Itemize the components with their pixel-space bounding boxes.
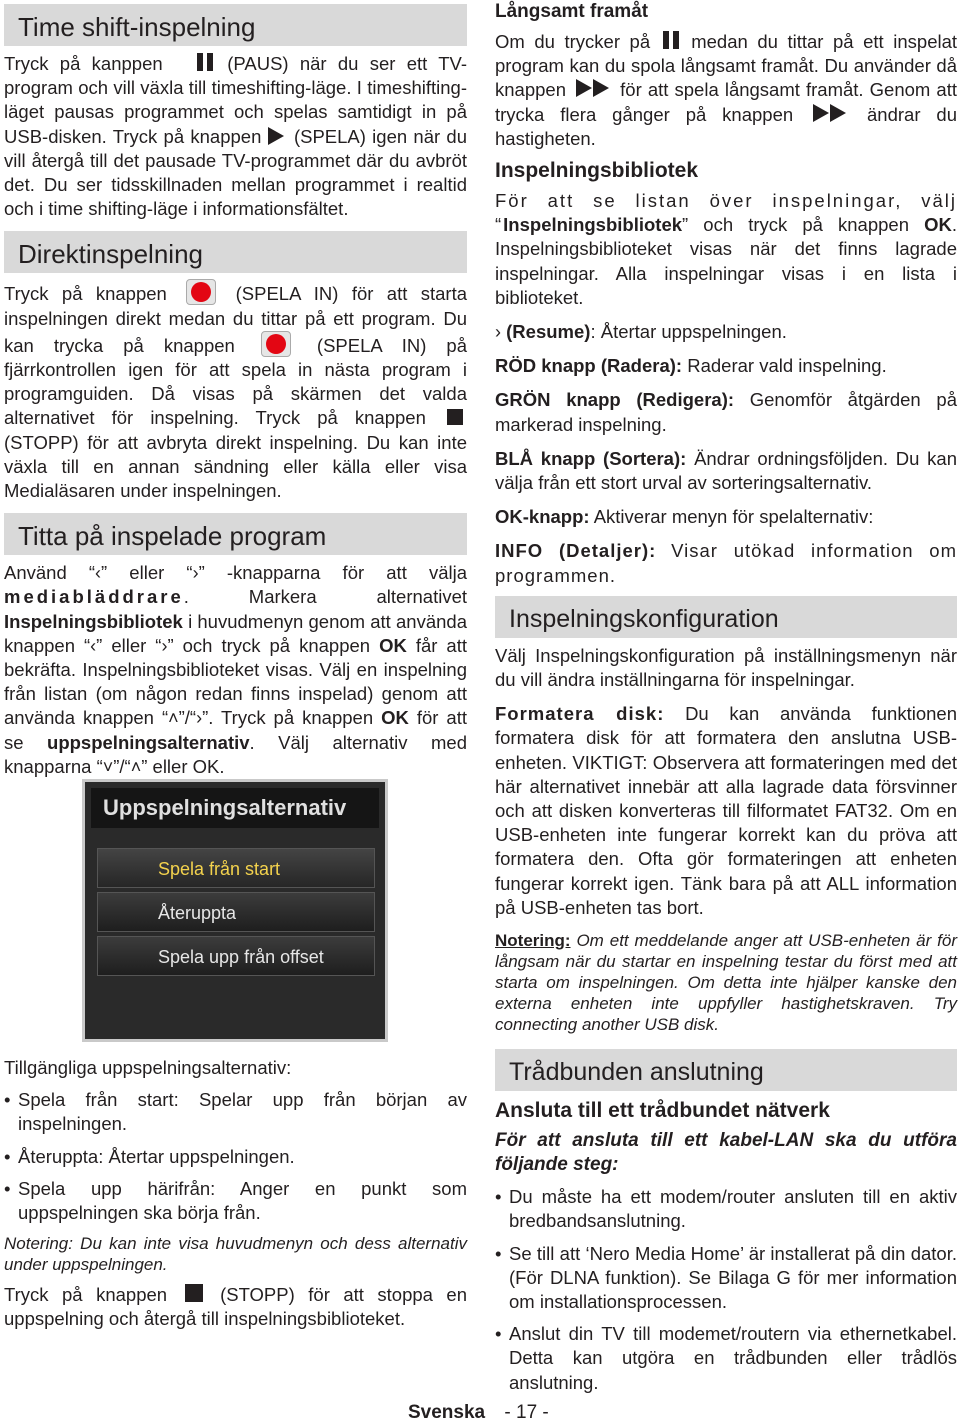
right-arrow-icon: › xyxy=(196,708,203,729)
page-number: - 17 - xyxy=(504,1402,549,1423)
note-text: Notering: Du kan inte visa huvudmenyn och dess alternativ under uppspelningen. xyxy=(4,1234,467,1275)
wired-intro: För att ansluta till ett kabel-LAN ska du utföra följande steg: xyxy=(495,1130,957,1176)
list-item: • Se till att ‘Nero Media Home’ är installerat på din dator. (För DLNA funktion). Se Bilaga G för mer information om installationsprocessen. xyxy=(495,1242,957,1315)
fast-forward-icon xyxy=(813,104,847,122)
konf-heading: Inspelningskonfiguration xyxy=(495,596,957,638)
left-arrow-icon: ‹ xyxy=(95,563,102,584)
up-arrow-icon: ˄ xyxy=(168,708,179,729)
list-item: • Spela från start: Spelar upp från början av inspelningen. xyxy=(4,1088,467,1136)
record-icon xyxy=(261,331,291,357)
titta-text: Använd “‹” eller “›” -knapparna för att välja mediabläddrare. Markera alternativet Inspelningsbibliotek i huvudmenyn genom att använda knappen “‹” eller “›” och tryck på knappen OK får att bekräfta. Inspelningsbiblioteket visas. Välj en inspelning från listan (om någon redan finns inspelad) genom att använda knappen “˄”/“›”. Tryck på knappen OK för att se uppspelningsalternativ. Välj alternativ med knapparna “˅”/“˄” eller OK. xyxy=(4,561,467,779)
format-text: Formatera disk: Du kan använda funktionen formatera disk för att formatera den anslutna USB-enheten. VIKTIGT: Observera att formateringen med det här alternativet innebär att alla lagrade data försvinner och att disken konverteras till filformatet FAT32. Om en USB-enheten inte fungerar korrekt kan du pröva att formatera den. Ofta gör formateringen att enheten fungerar korrekt igen. Tänk bara på att ALL information på USB-enheten tas bort. xyxy=(495,703,957,918)
list-item: • Anslut din TV till modemet/routern via ethernetkabel. Detta kan utgöra en trådbunden eller trådlös anslutning. xyxy=(495,1322,957,1395)
list-item: • Återuppta: Återtar uppspelningen. xyxy=(4,1145,467,1169)
timeshift-heading: Time shift-inspelning xyxy=(4,4,467,46)
footer-language: Svenska xyxy=(408,1402,486,1423)
play-icon xyxy=(268,127,284,145)
left-column xyxy=(4,0,467,779)
list-item: • Du måste ha ett modem/router ansluten till en aktiv bredbandsanslutning. xyxy=(495,1185,957,1233)
ok-text: OK-knapp: Aktiverar menyn för spelalternativ: xyxy=(495,506,874,528)
wired-heading: Trådbunden anslutning xyxy=(495,1049,957,1091)
right-column xyxy=(495,0,957,1403)
green-text: GRÖN knapp (Redigera): Genomför åtgärden på markerad inspelning. xyxy=(495,389,957,435)
left-column-lower xyxy=(4,1056,467,1332)
blue-text: BLÅ knapp (Sortera): Ändrar ordningsföljden. Du kan välja från ett stort urval av sorteringsalternativ. xyxy=(495,447,958,494)
info-text: INFO (Detaljer): Visar utökad information om programmen. xyxy=(495,540,958,586)
pause-icon xyxy=(662,31,680,49)
right-arrow-icon: › xyxy=(495,322,501,343)
playback-options-title: Uppspelningsalternativ xyxy=(91,788,379,828)
playback-options-menu xyxy=(82,779,388,1042)
menu-item-resume[interactable]: Återuppta xyxy=(97,892,375,932)
stop-text: Tryck på knappen (STOPP) för att stoppa en uppspelning och återgå till inspelningsbiblioteket. xyxy=(4,1284,468,1330)
fast-forward-icon xyxy=(576,79,610,97)
avail-text: Tillgängliga uppspelningsalternativ: xyxy=(4,1057,292,1078)
slow-heading: Långsamt framåt xyxy=(495,1,649,22)
red-text: RÖD knapp (Radera): Raderar vald inspelning. xyxy=(495,355,887,377)
record-icon xyxy=(186,279,216,305)
lib-heading: Inspelningsbibliotek xyxy=(495,159,699,183)
stop-icon xyxy=(447,409,463,425)
down-arrow-icon: ˅ xyxy=(102,756,114,777)
page-footer xyxy=(408,1402,549,1424)
usb-note: Notering: Om ett meddelande anger att USB-enheten är för långsam när du startar en inspelning testar du först med att starta om inspelningen. Om detta inte hjälper kanske den externa enheten inte uppfyller hastighetskraven. Try connecting another USB disk. xyxy=(495,931,957,1035)
wired-subheading: Ansluta till ett trådbundet nätverk xyxy=(495,1099,830,1123)
stop-icon xyxy=(185,1284,203,1302)
lib-text: För att se listan över inspelningar, välj “Inspelningsbibliotek” och tryck på knappen OK. Inspelningsbiblioteket visas när det finns lagrade inspelningar. Alla inspelningar visas i en lista i biblioteket. xyxy=(495,190,957,308)
pause-icon xyxy=(196,53,214,71)
konf-text: Välj Inspelningskonfiguration på inställningsmenyn när du vill ändra inställningarna för inspelningar. xyxy=(495,644,957,691)
wired-steps-list xyxy=(495,1185,957,1395)
timeshift-text: Tryck på kanppen (PAUS) när du ser ett TV-program och vill växla till timeshifting-läge. I timeshifting-läget pausas programmet och spelas samtidigt in på USB-disken. Tryck på knappen (SPELA) igen när du vill återgå till det pausade TV-programmet där du avbröt det. Du ser tidsskillnaden mellan programmet i realtid och i time shifting-läge i informationsfältet. xyxy=(4,53,468,220)
playback-options-list xyxy=(4,1088,467,1225)
list-item: • Spela upp härifrån: Anger en punkt som uppspelningen ska börja från. xyxy=(4,1177,467,1225)
menu-item-play-from-start[interactable]: Spela från start xyxy=(97,848,375,888)
direkt-text: Tryck på knappen (SPELA IN) för att starta inspelningen direkt medan du tittar på ett program. Du kan trycka på knappen (SPELA IN) på fjärrkontrollen igen för att spela in nästa program i programguiden. Då visas på skärmen det valda alternativet för inspelning. Tryck på knappen (STOPP) för att avbryta direkt inspelning. Du kan inte växla till en annan sändning eller källa eller visa Medialäsaren under inspelningen. xyxy=(4,279,467,503)
right-arrow-icon: › xyxy=(192,563,199,584)
titta-heading: Titta på inspelade program xyxy=(4,513,467,555)
direkt-heading: Direktinspelning xyxy=(4,231,467,273)
left-arrow-icon: ‹ xyxy=(90,635,97,656)
up-arrow-icon: ˄ xyxy=(130,756,142,777)
right-arrow-icon: › xyxy=(161,635,168,656)
resume-text: › (Resume): Återtar uppspelningen. xyxy=(495,320,957,344)
slow-text: Om du trycker på medan du tittar på ett inspelat program kan du spola långsamt framåt. Du använder då knappen för att spela långsamt framåt. Genom att trycka flera gånger på knappen ändrar du hastigheten. xyxy=(495,31,958,149)
menu-item-play-from-offset[interactable]: Spela upp från offset xyxy=(97,936,375,976)
